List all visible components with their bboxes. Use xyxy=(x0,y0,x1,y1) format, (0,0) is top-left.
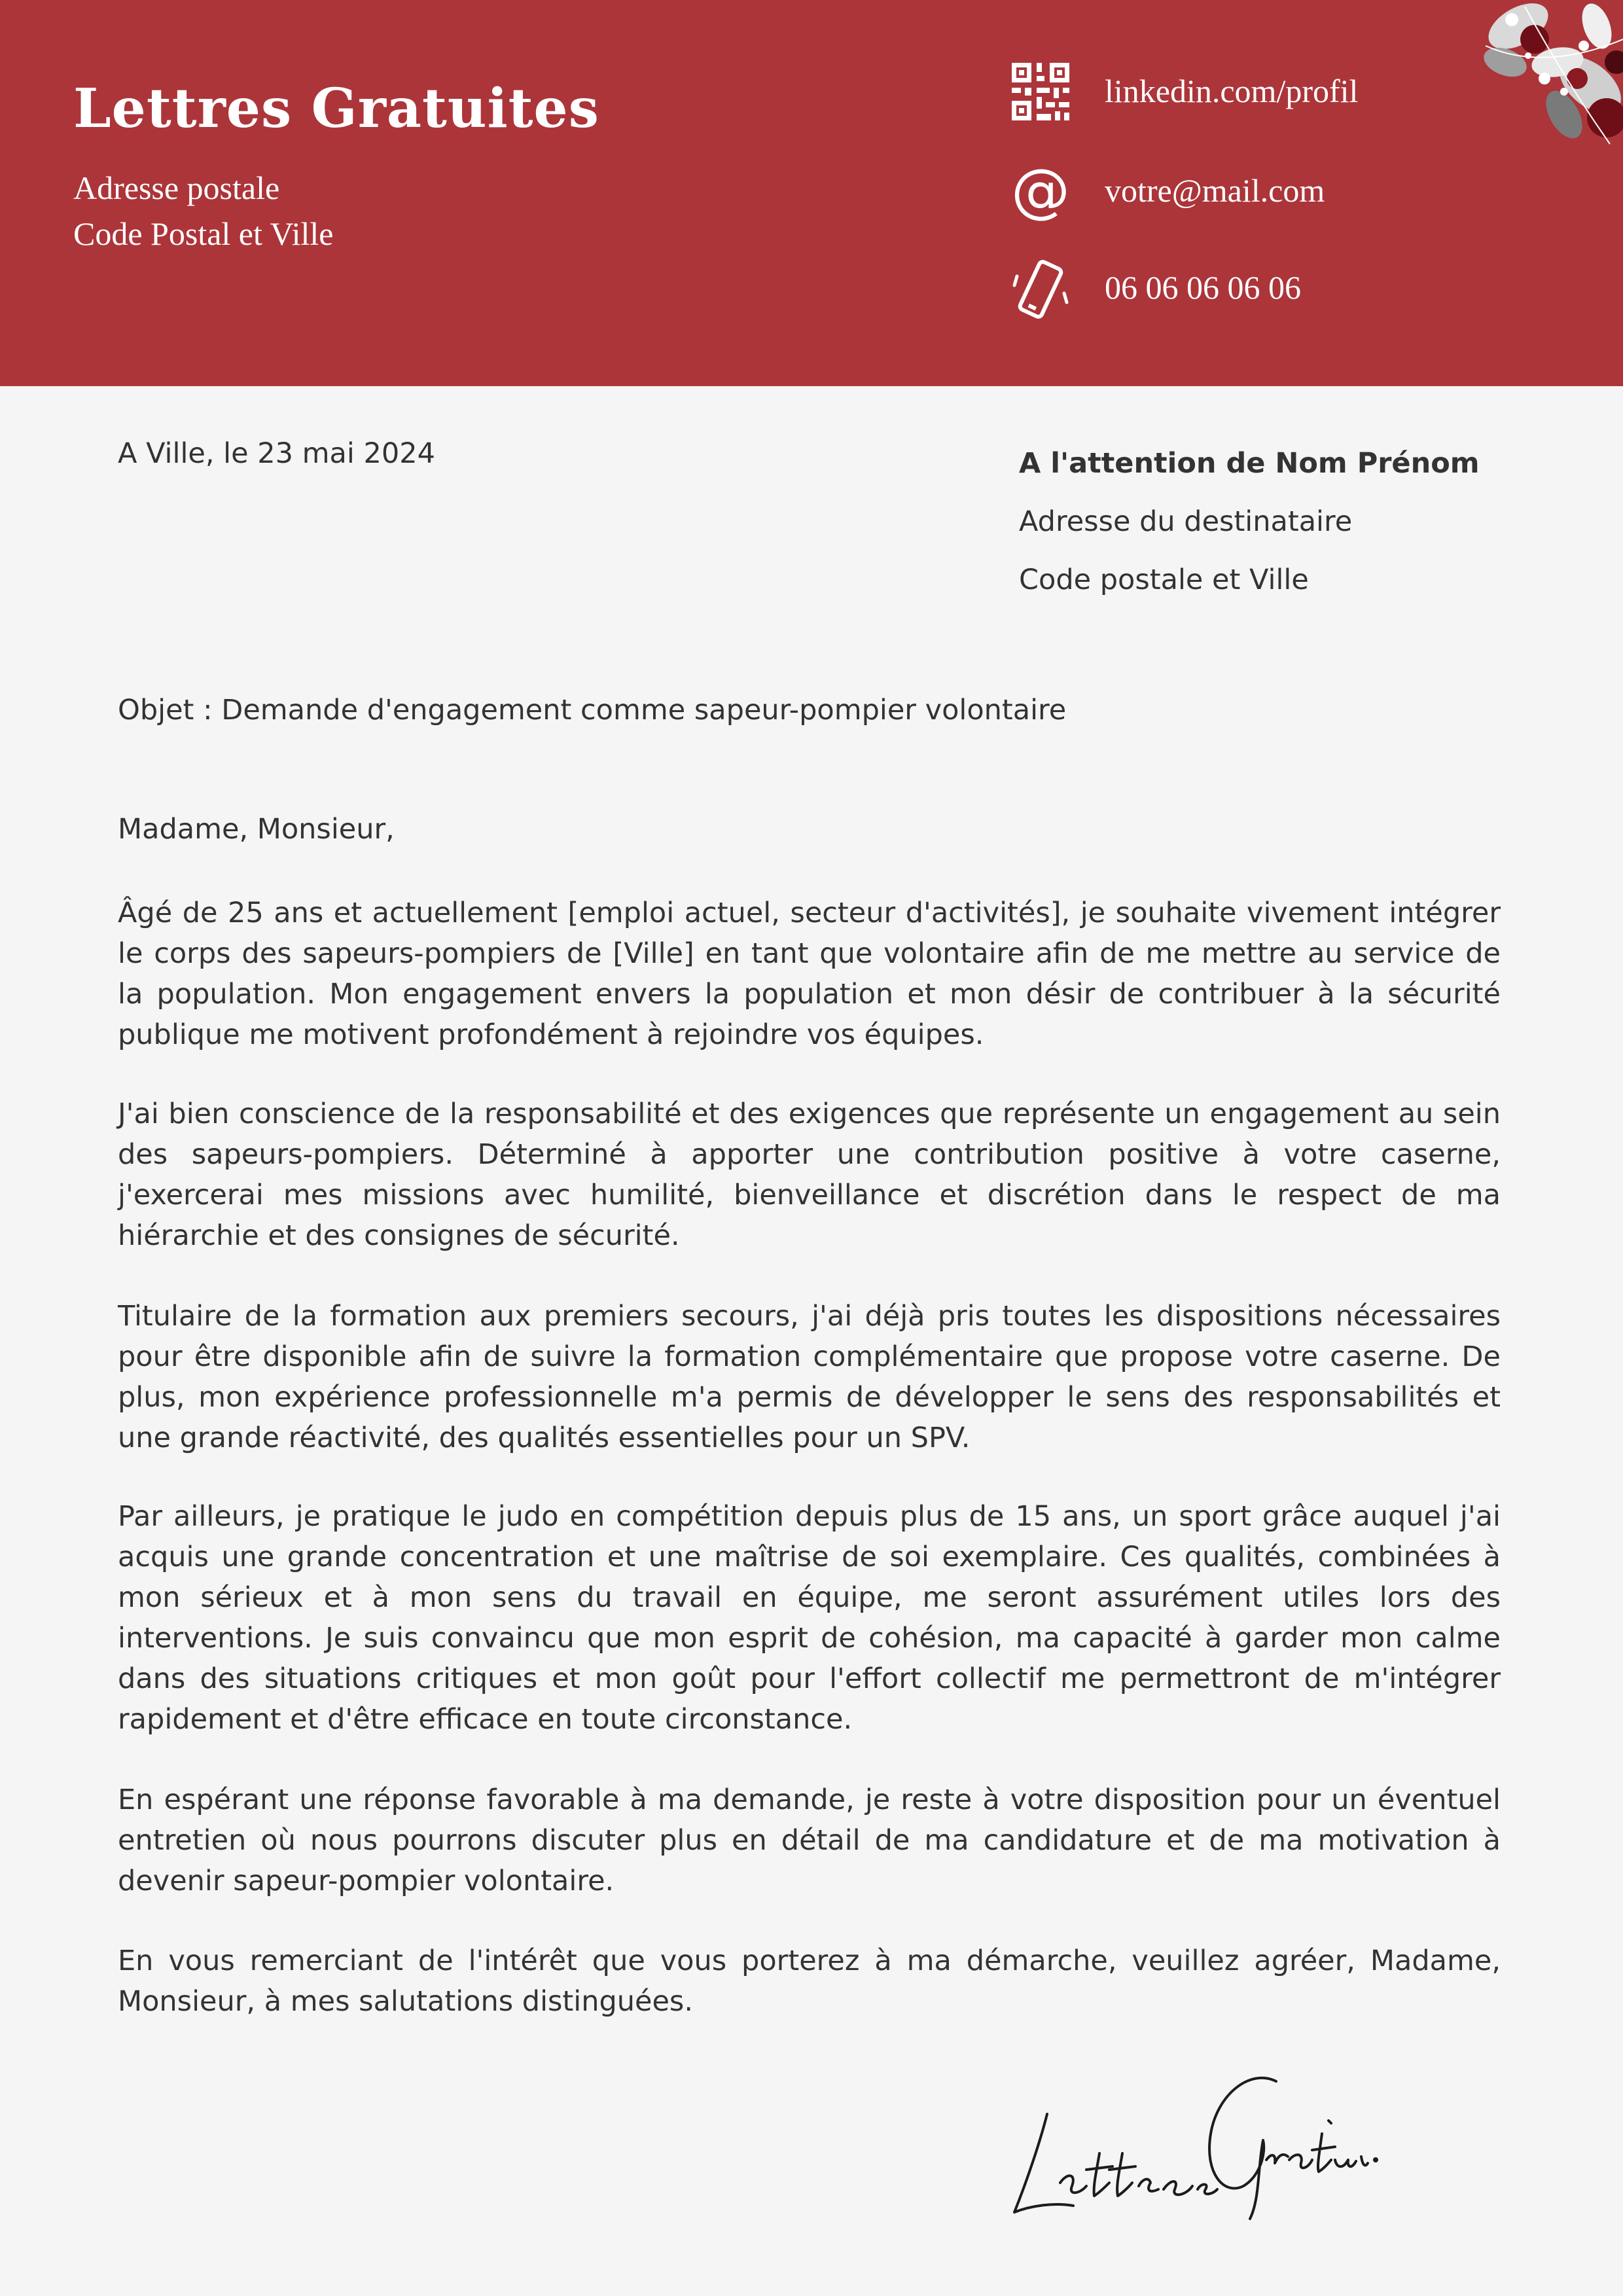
letter-date: A Ville, le 23 mai 2024 xyxy=(118,437,435,470)
body-paragraph-5: En espérant une réponse favorable à ma demande, je reste à votre disposition pour un éventuel entretien où nous pourrons discuter plus en détail de ma candidature et de ma motivation à devenir sapeur-pompier volontaire. xyxy=(118,1784,1501,1897)
letter-salutation: Madame, Monsieur, xyxy=(118,813,395,846)
recipient-address: Adresse du destinataire xyxy=(1019,505,1353,538)
sender-name: Lettres Gratuites xyxy=(73,77,599,140)
sender-address: Adresse postale xyxy=(73,170,280,206)
sender-city: Code Postal et Ville xyxy=(73,215,334,252)
body-paragraph-2: J'ai bien conscience de la responsabilité et des exigences que représente un engagement au sein des sapeurs-pompiers. Déterminé à apporter une contribution positive à votre caserne, j'exercerai mes missions avec humilité, bienveillance et discrétion dans le respect de ma hiérarchie et des consignes de sécurité. xyxy=(118,1098,1501,1252)
recipient-name: A l'attention de Nom Prénom xyxy=(1019,447,1480,480)
letter-header xyxy=(0,0,1623,386)
phone-number[interactable]: 06 06 06 06 06 xyxy=(1105,269,1301,306)
recipient-city: Code postale et Ville xyxy=(1019,564,1309,596)
recipient-block xyxy=(1019,435,1480,609)
body-paragraph-6: En vous remerciant de l'intérêt que vous porterez à ma démarche, veuillez agréer, Madame, Monsieur, à mes salutations distinguées. xyxy=(118,1945,1501,2018)
letter-subject: Objet : Demande d'engagement comme sapeur-pompier volontaire xyxy=(118,694,1067,726)
floral-decoration xyxy=(1466,0,1623,157)
handwritten-signature xyxy=(1001,2055,1381,2225)
linkedin-link[interactable]: linkedin.com/profil xyxy=(1105,73,1359,109)
body-paragraph-4: Par ailleurs, je pratique le judo en compétition depuis plus de 15 ans, un sport grâce auquel j'ai acquis une grande concentration et une maîtrise de soi exemplaire. Ces qualités, combinées à mon sérieux et à mon sens du travail en équipe, me seront assurément utiles lors des interventions. Je suis convaincu que mon esprit de cohésion, ma capacité à garder mon calme dans des situations critiques et mon goût pour l'effort collectif me permettront de m'intégrer rapidement et d'être efficace en toute circonstance. xyxy=(118,1500,1501,1736)
body-paragraph-1: Âgé de 25 ans et actuellement [emploi actuel, secteur d'activités], je souhaite vivement intégrer le corps des sapeurs-pompiers de [Ville] en tant que volontaire afin de me mettre au service de la population. Mon engagement envers la population et mon désir de contribuer à la sécurité publique me motivent profondément à rejoindre vos équipes. xyxy=(118,897,1501,1051)
qr-code-icon xyxy=(1008,59,1073,124)
body-paragraph-3: Titulaire de la formation aux premiers secours, j'ai déjà pris toutes les dispositions nécessaires pour être disponible afin de suivre la formation complémentaire que propose votre caserne. De plus, mon expérience professionnelle m'a permis de développer le sens des responsabilités et une grande réactivité, des qualités essentielles pour un SPV. xyxy=(118,1300,1501,1454)
at-sign-icon xyxy=(1008,158,1073,224)
svg-text:@: @ xyxy=(1011,158,1070,224)
email-link[interactable]: votre@mail.com xyxy=(1105,172,1325,209)
phone-icon xyxy=(1008,257,1073,322)
